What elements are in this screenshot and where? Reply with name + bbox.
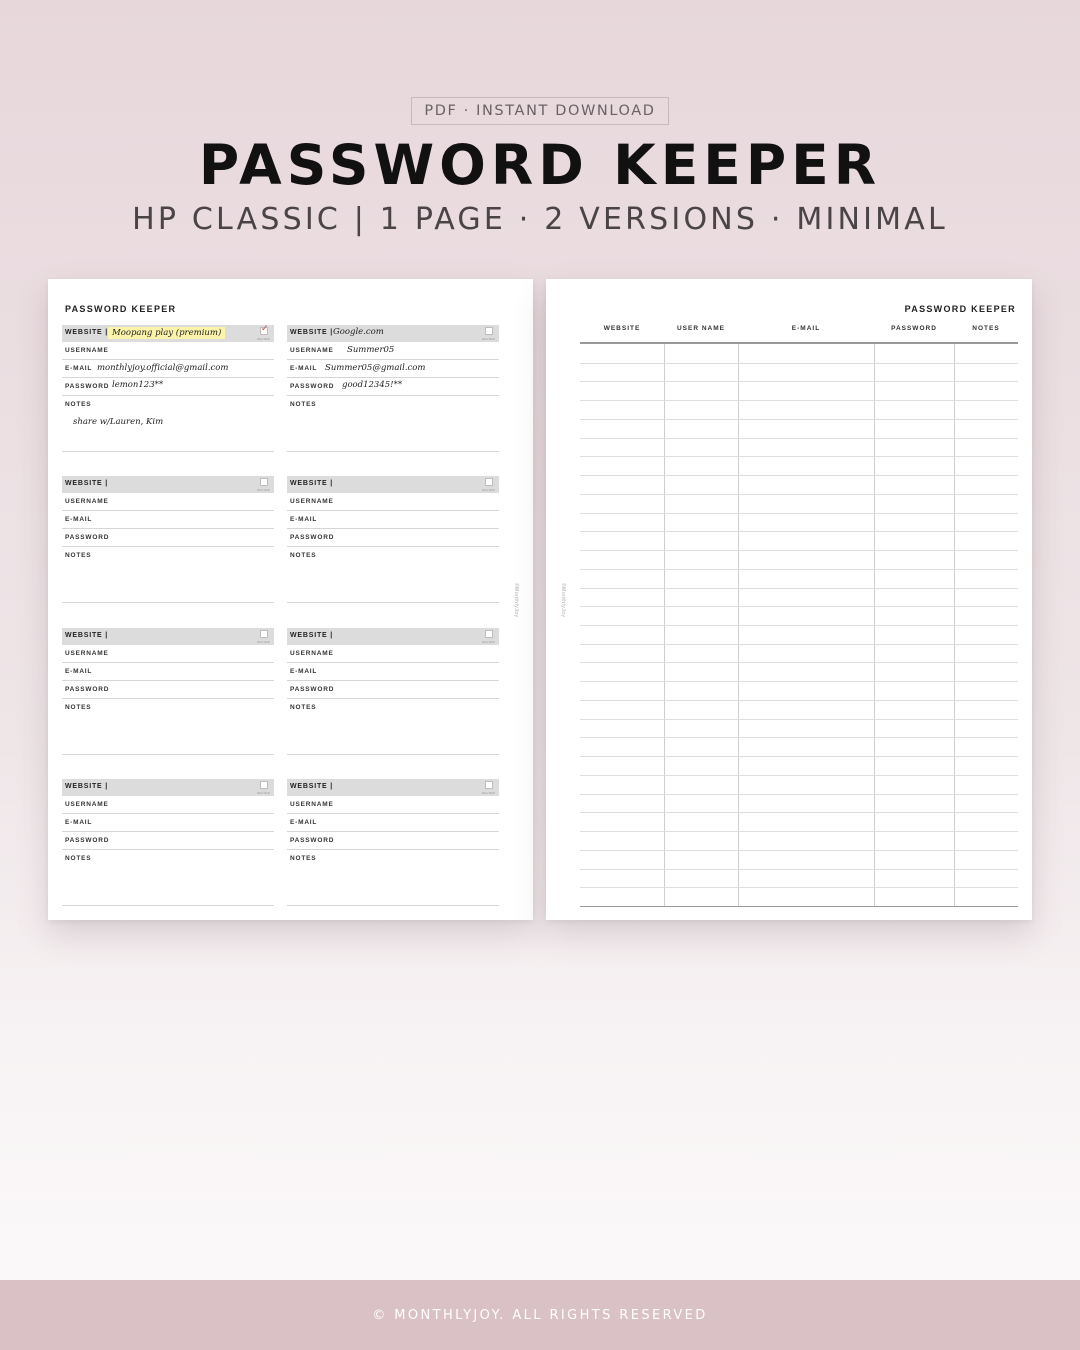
email-row	[287, 511, 499, 529]
website-value[interactable]: Moopang play (premium)	[108, 327, 225, 339]
column-header: WEBSITE	[603, 325, 641, 332]
review-checkbox[interactable]	[485, 630, 493, 638]
table-row[interactable]	[580, 606, 1018, 607]
notes-area[interactable]	[287, 397, 499, 452]
email-label: E-MAIL	[65, 668, 93, 675]
username-row	[287, 342, 499, 360]
notes-label: NOTES	[65, 552, 92, 559]
table-row[interactable]	[580, 494, 1018, 495]
table-row[interactable]	[580, 794, 1018, 795]
username-row	[287, 645, 499, 663]
checkbox-caption: REVIEW	[481, 640, 495, 644]
email-row	[62, 814, 274, 832]
email-label: E-MAIL	[290, 819, 318, 826]
username-row	[62, 342, 274, 360]
column-header: E-MAIL	[791, 325, 821, 332]
password-row	[62, 681, 274, 699]
password-row	[287, 832, 499, 850]
website-label: WEBSITE |	[290, 329, 333, 336]
check-icon: ✓	[261, 323, 269, 333]
username-label: USERNAME	[290, 347, 334, 354]
password-label: PASSWORD	[290, 383, 335, 390]
notes-area[interactable]	[62, 548, 274, 603]
table-row[interactable]	[580, 812, 1018, 813]
table-row[interactable]	[580, 775, 1018, 776]
table-row[interactable]	[580, 400, 1018, 401]
table-row[interactable]	[580, 456, 1018, 457]
table-row[interactable]	[580, 550, 1018, 551]
website-label: WEBSITE |	[290, 480, 333, 487]
website-label: WEBSITE |	[290, 632, 333, 639]
table-bottom-rule	[580, 906, 1018, 907]
notes-area[interactable]	[62, 397, 274, 452]
notes-label: NOTES	[290, 855, 317, 862]
notes-label: NOTES	[65, 855, 92, 862]
table-row[interactable]	[580, 700, 1018, 701]
notes-label: NOTES	[290, 401, 317, 408]
card-header	[287, 476, 499, 493]
website-label: WEBSITE |	[65, 632, 108, 639]
column-header: PASSWORD	[891, 325, 937, 332]
card-header	[62, 325, 274, 342]
website-label: WEBSITE |	[290, 783, 333, 790]
column-header: USER NAME	[676, 325, 725, 332]
notes-area[interactable]	[287, 548, 499, 603]
side-credit: ©MonthlyJoy	[560, 583, 566, 618]
checkbox-caption: REVIEW	[256, 791, 270, 795]
password-label: PASSWORD	[65, 837, 110, 844]
email-label: E-MAIL	[290, 365, 318, 372]
table-row[interactable]	[580, 719, 1018, 720]
notes-area[interactable]	[287, 851, 499, 906]
username-label: USERNAME	[65, 801, 109, 808]
website-label: WEBSITE |	[65, 783, 108, 790]
table-row[interactable]	[580, 644, 1018, 645]
website-value[interactable]: Google.com	[333, 327, 384, 337]
email-row	[287, 663, 499, 681]
notes-area[interactable]	[62, 851, 274, 906]
table-row[interactable]	[580, 381, 1018, 382]
username-label: USERNAME	[290, 801, 334, 808]
page-subtitle: HP CLASSIC | 1 PAGE · 2 VERSIONS · MINIMAL	[132, 202, 948, 237]
checkbox-caption: REVIEW	[481, 488, 495, 492]
password-row	[62, 378, 274, 396]
notes-value[interactable]: share w/Lauren, Kim	[73, 417, 164, 427]
email-label: E-MAIL	[65, 516, 93, 523]
email-label: E-MAIL	[65, 819, 93, 826]
notes-area[interactable]	[62, 700, 274, 755]
checkbox-caption: REVIEW	[256, 488, 270, 492]
notes-label: NOTES	[65, 401, 92, 408]
table-row[interactable]	[580, 438, 1018, 439]
password-row	[62, 832, 274, 850]
notes-label: NOTES	[290, 552, 317, 559]
card-header	[287, 628, 499, 645]
table-row[interactable]	[580, 737, 1018, 738]
email-row	[287, 360, 499, 378]
review-checkbox[interactable]	[485, 478, 493, 486]
email-row	[62, 360, 274, 378]
email-row	[62, 511, 274, 529]
username-row	[287, 796, 499, 814]
side-credit: ©MonthlyJoy	[513, 583, 519, 618]
sheet-title: PASSWORD KEEPER	[65, 304, 177, 314]
card-header	[287, 779, 499, 796]
password-card	[287, 476, 499, 603]
card-header	[62, 628, 274, 645]
card-header	[62, 779, 274, 796]
table-row[interactable]	[580, 569, 1018, 570]
website-label: WEBSITE |	[65, 480, 108, 487]
copyright-footer: © MONTHLYJOY. ALL RIGHTS RESERVED	[0, 1280, 1080, 1350]
table-row[interactable]	[580, 513, 1018, 514]
email-row	[62, 663, 274, 681]
review-checkbox[interactable]	[260, 478, 268, 486]
password-value[interactable]: good12345!**	[342, 380, 403, 390]
password-card	[62, 779, 274, 906]
website-label: WEBSITE |	[65, 329, 108, 336]
checkbox-caption: REVIEW	[481, 337, 495, 341]
notes-area[interactable]	[287, 700, 499, 755]
username-label: USERNAME	[65, 650, 109, 657]
email-label: E-MAIL	[65, 365, 93, 372]
table-row[interactable]	[580, 887, 1018, 888]
password-label: PASSWORD	[65, 383, 110, 390]
password-card	[287, 325, 499, 452]
password-row	[287, 378, 499, 396]
email-label: E-MAIL	[290, 516, 318, 523]
column-header: NOTES	[972, 325, 1000, 332]
review-checkbox[interactable]	[260, 781, 268, 789]
checkbox-caption: REVIEW	[481, 791, 495, 795]
password-label: PASSWORD	[65, 686, 110, 693]
table-row[interactable]	[580, 831, 1018, 832]
password-value[interactable]: lemon123**	[112, 380, 164, 390]
password-label: PASSWORD	[290, 837, 335, 844]
username-value[interactable]: Summer05	[347, 345, 395, 355]
table-row[interactable]	[580, 475, 1018, 476]
password-row	[287, 529, 499, 547]
table-row[interactable]	[580, 363, 1018, 364]
table-row[interactable]	[580, 850, 1018, 851]
card-version-sheet	[48, 279, 533, 920]
notes-label: NOTES	[65, 704, 92, 711]
review-checkbox[interactable]	[260, 630, 268, 638]
checkbox-caption: REVIEW	[256, 337, 270, 341]
username-label: USERNAME	[65, 347, 109, 354]
email-value[interactable]: monthlyjoy.official@gmail.com	[97, 363, 229, 373]
username-label: USERNAME	[290, 498, 334, 505]
card-header	[62, 476, 274, 493]
table-row[interactable]	[580, 662, 1018, 663]
header-rule	[580, 342, 1018, 344]
table-row[interactable]	[580, 681, 1018, 682]
sheet-title: PASSWORD KEEPER	[904, 304, 1016, 314]
notes-label: NOTES	[290, 704, 317, 711]
password-card	[62, 476, 274, 603]
username-row	[62, 796, 274, 814]
card-header	[287, 325, 499, 342]
password-row	[62, 529, 274, 547]
password-card	[287, 628, 499, 755]
username-label: USERNAME	[65, 498, 109, 505]
username-row	[62, 645, 274, 663]
username-row	[62, 493, 274, 511]
username-row	[287, 493, 499, 511]
checkbox-caption: REVIEW	[256, 640, 270, 644]
review-checkbox[interactable]	[485, 327, 493, 335]
table-row[interactable]	[580, 625, 1018, 626]
review-checkbox[interactable]	[485, 781, 493, 789]
password-card	[62, 325, 274, 452]
email-row	[287, 814, 499, 832]
table-row[interactable]	[580, 588, 1018, 589]
password-card	[62, 628, 274, 755]
review-checkbox[interactable]	[260, 323, 269, 335]
table-row[interactable]	[580, 419, 1018, 420]
password-label: PASSWORD	[65, 534, 110, 541]
email-label: E-MAIL	[290, 668, 318, 675]
password-label: PASSWORD	[290, 534, 335, 541]
table-version-sheet	[546, 279, 1032, 920]
table-row[interactable]	[580, 756, 1018, 757]
email-value[interactable]: Summer05@gmail.com	[325, 363, 426, 373]
password-card	[287, 779, 499, 906]
table-row[interactable]	[580, 531, 1018, 532]
page-title: PASSWORD KEEPER	[198, 133, 882, 197]
password-row	[287, 681, 499, 699]
format-badge: PDF · INSTANT DOWNLOAD	[411, 97, 669, 125]
username-label: USERNAME	[290, 650, 334, 657]
table-row[interactable]	[580, 869, 1018, 870]
password-label: PASSWORD	[290, 686, 335, 693]
